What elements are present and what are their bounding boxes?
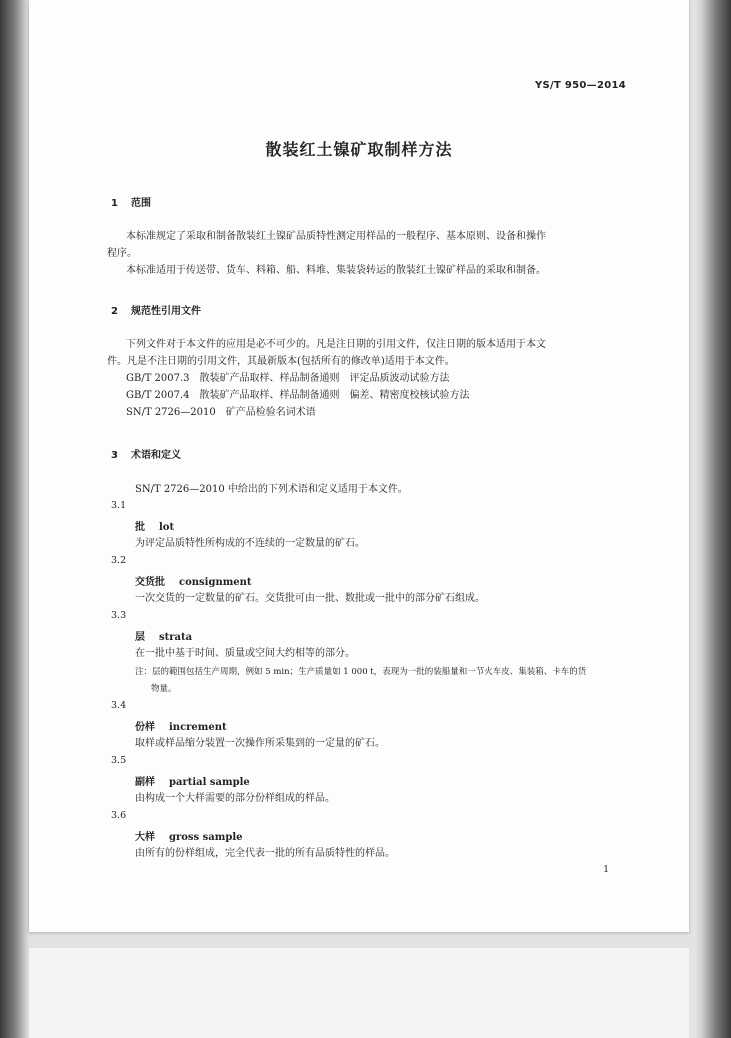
term-title: 大样 gross sample [135, 832, 243, 843]
reference-item: SN/T 2726—2010 矿产品检验名词术语 [126, 407, 316, 418]
standard-code: YS/T 950—2014 [534, 80, 626, 91]
term-title: 份样 increment [135, 722, 227, 733]
term-note-line1: 注：层的範围包括生产周期，例如 5 min；生产质量如 1 000 t，表现为一批的装船量和一节火车皮、集装箱、卡车的货 [135, 667, 587, 677]
section-heading-2: 2 规范性引用文件 [111, 306, 201, 317]
reference-item: GB/T 2007.3 散装矿产品取样、样品制备通则 评定品质波动试验方法 [126, 373, 450, 384]
term-title: 层 strata [135, 632, 193, 643]
document-page [29, 0, 689, 932]
sec2-para1-line1: 下列文件对于本文件的应用是必不可少的。凡是注日期的引用文件，仅注日期的版本适用于本文 [126, 339, 546, 350]
term-number: 3.3 [111, 610, 127, 621]
term-number: 3.5 [111, 755, 127, 766]
term-note-line2: 物量。 [151, 684, 177, 694]
term-title: 批 lot [135, 522, 175, 533]
term-number: 3.4 [111, 700, 127, 711]
term-definition: 在一批中基于时间、质量或空间大约相等的部分。 [135, 648, 355, 659]
sec1-para1-line1: 本标准规定了采取和制备散装红土镍矿品质特性测定用样品的一般程序、基本原则、设备和操作 [126, 231, 546, 242]
reference-item: GB/T 2007.4 散装矿产品取样、样品制备通则 偏差、精密度校核试验方法 [126, 390, 470, 401]
page-number: 1 [603, 865, 609, 875]
sec2-para1-line2: 件。凡是不注日期的引用文件，其最新版本(包括所有的修改单)适用于本文件。 [107, 356, 455, 367]
term-definition: 取样或样品缩分装置一次操作所采集到的一定量的矿石。 [135, 738, 385, 749]
section-heading-1: 1 范围 [111, 198, 151, 209]
term-definition: 为评定品质特性所构成的不连续的一定数量的矿石。 [135, 538, 365, 549]
term-definition: 一次交货的一定数量的矿石。交货批可由一批、数批或一批中的部分矿石组成。 [135, 593, 485, 604]
term-title: 交货批 consignment [135, 577, 252, 588]
term-definition: 由构成一个大样需要的部分份样组成的样品。 [135, 793, 335, 804]
term-number: 3.6 [111, 810, 127, 821]
sec1-para2: 本标准适用于传送带、货车、料箱、船、料堆、集装袋转运的散装红土镍矿样品的采取和制备。 [126, 265, 546, 276]
sec3-intro: SN/T 2726—2010 中给出的下列术语和定义适用于本文件。 [135, 484, 408, 495]
next-page-edge [29, 948, 689, 1038]
term-title: 副样 partial sample [135, 777, 250, 788]
term-number: 3.1 [111, 500, 127, 511]
section-heading-3: 3 术语和定义 [111, 450, 181, 461]
term-definition: 由所有的份样组成，完全代表一批的所有品质特性的样品。 [135, 848, 395, 859]
sec1-para1-line2: 程序。 [107, 248, 137, 259]
document-title: 散装红土镍矿取制样方法 [265, 140, 453, 159]
term-number: 3.2 [111, 555, 127, 566]
